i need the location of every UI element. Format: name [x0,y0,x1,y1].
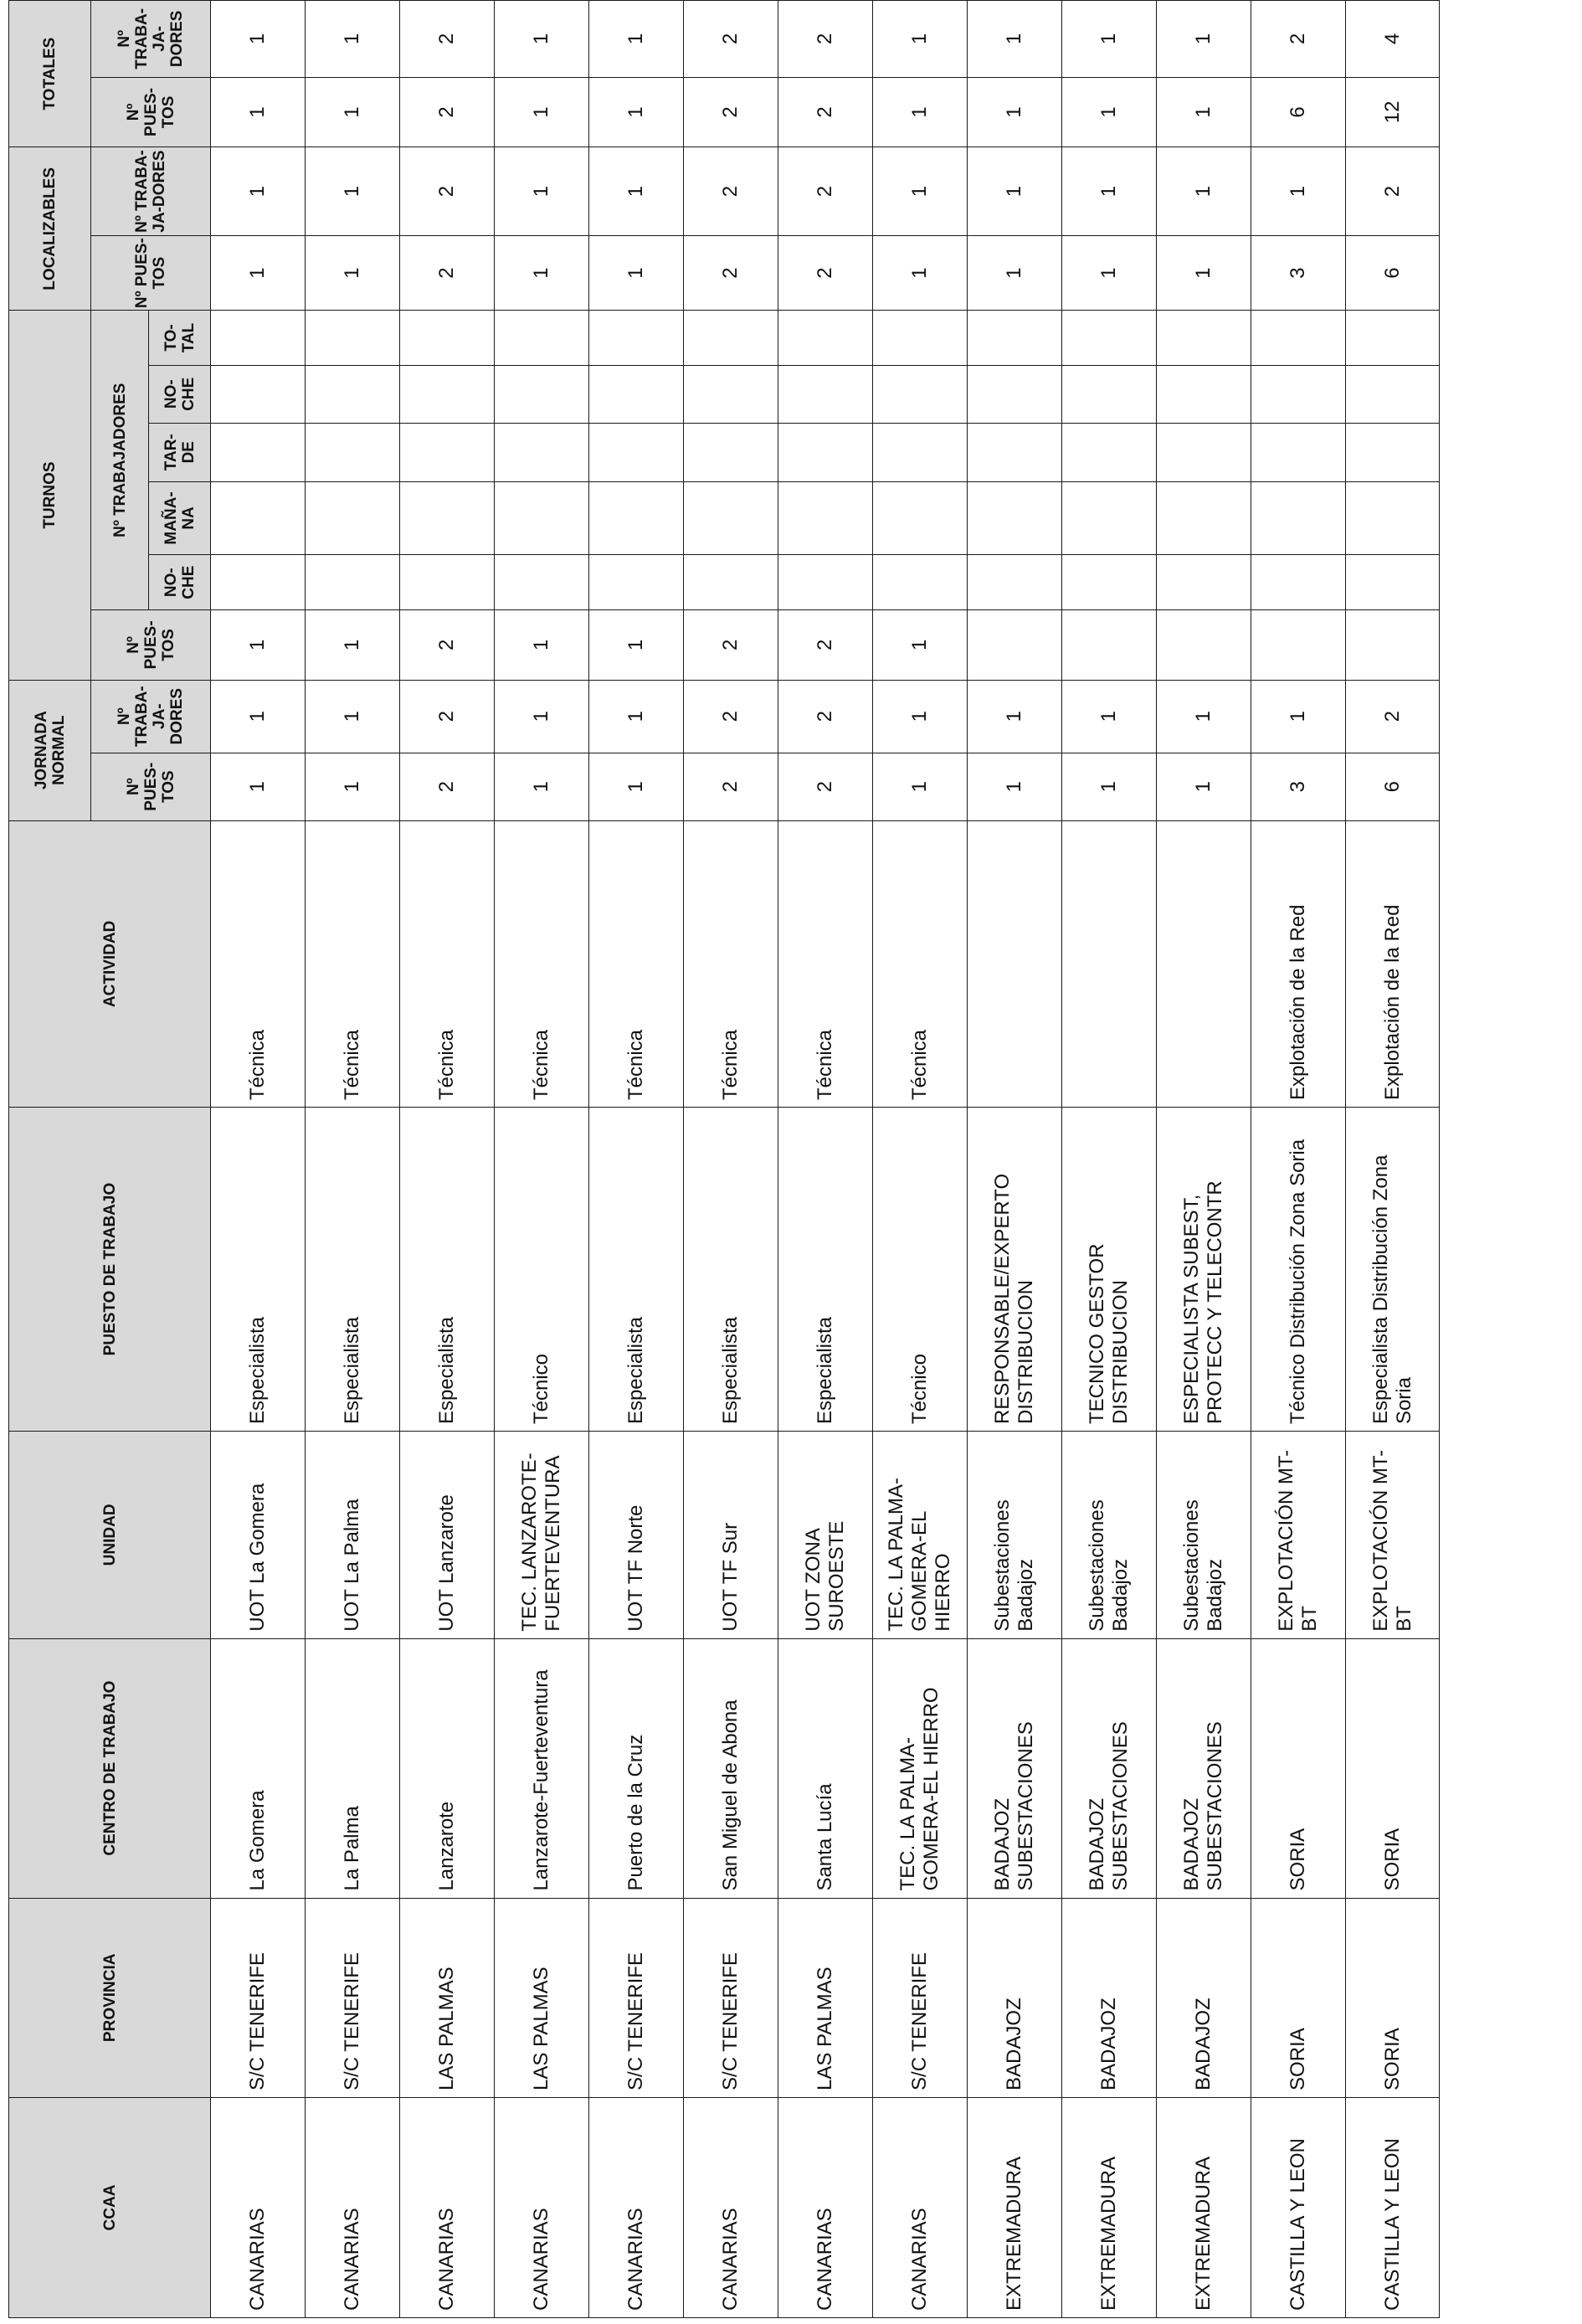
cell-to-puestos: 2 [400,77,495,147]
cell-puesto: RESPONSABLE/EXPERTO DISTRIBUCION [968,1108,1062,1432]
cell-jn-puestos: 1 [1062,753,1157,820]
cell-tu-total [1062,311,1157,365]
cell-tu-total [211,311,306,365]
col-header-tarde: TAR-DE [149,423,211,481]
cell-tu-manana [873,481,968,555]
table-row [211,1,306,2318]
cell-ccaa: CASTILLA Y LEON [1251,2097,1346,2317]
cell-tu-noche-2 [400,365,495,423]
cell-puesto: Especialista [778,1108,873,1432]
group-header-localizables: LOCALIZABLES [9,147,91,311]
cell-tu-puestos: 2 [778,610,873,681]
cell-to-puestos: 1 [1157,77,1251,147]
cell-tu-manana [306,481,400,555]
cell-tu-puestos [1157,610,1251,681]
cell-tu-manana [1346,481,1440,555]
cell-tu-noche-1 [778,555,873,610]
cell-unidad: Subestaciones Badajoz [1062,1432,1157,1639]
cell-provincia: S/C TENERIFE [684,1898,778,2097]
cell-ccaa: EXTREMADURA [1062,2097,1157,2317]
cell-jn-trabajadores: 2 [1346,680,1440,753]
cell-provincia: S/C TENERIFE [211,1898,306,2097]
cell-jn-puestos: 3 [1251,753,1346,820]
cell-tu-noche-2 [968,365,1062,423]
cell-tu-tarde [778,423,873,481]
cell-lo-puestos: 1 [306,235,400,311]
cell-to-trabajadores: 1 [873,1,968,78]
cell-puesto: Técnico [495,1108,589,1432]
cell-centro: BADAJOZ SUBESTACIONES [1157,1638,1251,1898]
cell-to-trabajadores: 1 [968,1,1062,78]
cell-tu-tarde [873,423,968,481]
cell-unidad: Subestaciones Badajoz [968,1432,1062,1639]
cell-unidad: UOT ZONA SUROESTE [778,1432,873,1639]
cell-to-puestos: 1 [1062,77,1157,147]
cell-tu-manana [495,481,589,555]
cell-lo-trabajadores: 1 [1251,147,1346,236]
table-row [400,1,495,2318]
cell-jn-trabajadores: 2 [684,680,778,753]
cell-provincia: S/C TENERIFE [589,1898,684,2097]
cell-to-trabajadores: 1 [495,1,589,78]
cell-to-trabajadores: 2 [1251,1,1346,78]
cell-actividad: Técnica [684,820,778,1107]
cell-to-trabajadores: 2 [684,1,778,78]
cell-provincia: LAS PALMAS [495,1898,589,2097]
cell-tu-tarde [589,423,684,481]
cell-to-puestos: 2 [684,77,778,147]
col-header-total: TO-TAL [149,311,211,365]
table-row [495,1,589,2318]
cell-tu-puestos: 2 [684,610,778,681]
cell-tu-manana [400,481,495,555]
cell-centro: La Palma [306,1638,400,1898]
cell-tu-noche-1 [1251,555,1346,610]
cell-tu-tarde [306,423,400,481]
cell-tu-manana [1251,481,1346,555]
cell-lo-trabajadores: 2 [400,147,495,236]
cell-tu-noche-2 [684,365,778,423]
cell-lo-trabajadores: 1 [1157,147,1251,236]
cell-jn-trabajadores: 1 [589,680,684,753]
cell-lo-puestos: 1 [968,235,1062,311]
cell-lo-puestos: 2 [400,235,495,311]
table-row [968,1,1062,2318]
cell-puesto: Técnico Distribución Zona Soria [1251,1108,1346,1432]
cell-ccaa: CANARIAS [684,2097,778,2317]
cell-tu-total [495,311,589,365]
cell-to-puestos: 6 [1251,77,1346,147]
cell-provincia: BADAJOZ [1157,1898,1251,2097]
cell-provincia: BADAJOZ [968,1898,1062,2097]
cell-tu-manana [968,481,1062,555]
col-header-centro: CENTRO DE TRABAJO [9,1638,211,1898]
cell-provincia: LAS PALMAS [400,1898,495,2097]
cell-to-trabajadores: 1 [211,1,306,78]
cell-jn-trabajadores: 1 [968,680,1062,753]
col-header-actividad: ACTIVIDAD [9,820,211,1107]
cell-actividad: Técnica [495,820,589,1107]
cell-unidad: UOT Lanzarote [400,1432,495,1639]
cell-tu-noche-1 [400,555,495,610]
cell-jn-trabajadores: 2 [778,680,873,753]
cell-to-puestos: 12 [1346,77,1440,147]
cell-to-puestos: 2 [778,77,873,147]
cell-tu-total [400,311,495,365]
cell-tu-noche-1 [211,555,306,610]
table-row [1157,1,1251,2318]
cell-ccaa: CANARIAS [400,2097,495,2317]
table-row [684,1,778,2318]
table-row [1062,1,1157,2318]
cell-tu-puestos [1346,610,1440,681]
cell-tu-puestos: 2 [400,610,495,681]
cell-centro: Lanzarote [400,1638,495,1898]
cell-tu-total [1157,311,1251,365]
cell-actividad [968,820,1062,1107]
cell-unidad: TEC. LA PALMA-GOMERA-EL HIERRO [873,1432,968,1639]
cell-to-puestos: 1 [211,77,306,147]
cell-jn-trabajadores: 1 [873,680,968,753]
col-header-noche-2: NO-CHE [149,365,211,423]
cell-jn-trabajadores: 1 [1062,680,1157,753]
group-header-totales: TOTALES [9,1,91,147]
cell-provincia: BADAJOZ [1062,1898,1157,2097]
cell-provincia: SORIA [1251,1898,1346,2097]
cell-tu-tarde [684,423,778,481]
group-header-turnos: TURNOS [9,311,91,680]
cell-tu-noche-1 [873,555,968,610]
cell-unidad: Subestaciones Badajoz [1157,1432,1251,1639]
cell-tu-noche-2 [873,365,968,423]
col-header-ccaa: CCAA [9,2097,211,2317]
cell-lo-puestos: 3 [1251,235,1346,311]
cell-ccaa: CASTILLA Y LEON [1346,2097,1440,2317]
cell-tu-manana [684,481,778,555]
table-row [778,1,873,2318]
cell-provincia: LAS PALMAS [778,1898,873,2097]
cell-actividad: Técnica [400,820,495,1107]
cell-lo-trabajadores: 2 [778,147,873,236]
cell-to-trabajadores: 1 [1157,1,1251,78]
cell-ccaa: CANARIAS [778,2097,873,2317]
cell-jn-puestos: 1 [211,753,306,820]
cell-ccaa: CANARIAS [873,2097,968,2317]
cell-tu-noche-2 [495,365,589,423]
cell-to-trabajadores: 1 [306,1,400,78]
col-header-provincia: PROVINCIA [9,1898,211,2097]
cell-centro: Lanzarote-Fuerteventura [495,1638,589,1898]
cell-jn-puestos: 1 [1157,753,1251,820]
col-header-lo-trabajadores: Nº TRABA-JA-DORES [91,147,211,236]
cell-tu-total [968,311,1062,365]
cell-lo-puestos: 1 [589,235,684,311]
cell-tu-noche-1 [1062,555,1157,610]
cell-lo-puestos: 2 [778,235,873,311]
cell-lo-puestos: 1 [1157,235,1251,311]
cell-actividad [1062,820,1157,1107]
cell-to-trabajadores: 1 [589,1,684,78]
cell-tu-puestos: 1 [211,610,306,681]
cell-actividad: Explotación de la Red [1251,820,1346,1107]
cell-puesto: Especialista [211,1108,306,1432]
group-header-jornada-normal: JORNADA NORMAL [9,680,91,820]
table-row [873,1,968,2318]
cell-tu-total [684,311,778,365]
col-header-jn-trabajadores: Nº TRABA-JA-DORES [91,680,211,753]
cell-unidad: TEC. LANZAROTE-FUERTEVENTURA [495,1432,589,1639]
cell-ccaa: EXTREMADURA [968,2097,1062,2317]
cell-tu-total [1251,311,1346,365]
cell-ccaa: CANARIAS [211,2097,306,2317]
cell-tu-tarde [1157,423,1251,481]
cell-tu-noche-1 [589,555,684,610]
cell-tu-total [873,311,968,365]
cell-actividad: Técnica [778,820,873,1107]
cell-lo-trabajadores: 1 [968,147,1062,236]
cell-lo-trabajadores: 1 [306,147,400,236]
cell-unidad: EXPLOTACIÓN MT-BT [1251,1432,1346,1639]
table-row [306,1,400,2318]
cell-actividad: Técnica [873,820,968,1107]
col-header-jn-puestos: Nº PUES-TOS [91,753,211,820]
cell-tu-puestos: 1 [495,610,589,681]
cell-puesto: TECNICO GESTOR DISTRIBUCION [1062,1108,1157,1432]
cell-tu-noche-2 [1251,365,1346,423]
cell-jn-puestos: 1 [589,753,684,820]
cell-ccaa: CANARIAS [589,2097,684,2317]
cell-lo-puestos: 6 [1346,235,1440,311]
cell-provincia: S/C TENERIFE [873,1898,968,2097]
cell-jn-puestos: 1 [306,753,400,820]
cell-centro: Puerto de la Cruz [589,1638,684,1898]
staffing-table [8,0,1440,2318]
cell-jn-puestos: 2 [778,753,873,820]
cell-centro: Santa Lucía [778,1638,873,1898]
cell-tu-noche-2 [306,365,400,423]
cell-unidad: UOT TF Norte [589,1432,684,1639]
cell-centro: BADAJOZ SUBESTACIONES [968,1638,1062,1898]
cell-jn-trabajadores: 1 [1251,680,1346,753]
table-row [1346,1,1440,2318]
cell-to-puestos: 1 [873,77,968,147]
cell-to-puestos: 1 [306,77,400,147]
cell-tu-noche-2 [778,365,873,423]
cell-tu-noche-2 [589,365,684,423]
cell-tu-noche-1 [968,555,1062,610]
cell-puesto: Especialista Distribución Zona Soria [1346,1108,1440,1432]
table-row [589,1,684,2318]
cell-tu-noche-1 [495,555,589,610]
cell-puesto: Especialista [306,1108,400,1432]
col-header-tu-puestos: Nº PUES-TOS [91,610,211,681]
cell-tu-noche-1 [306,555,400,610]
col-header-unidad: UNIDAD [9,1432,211,1639]
cell-jn-puestos: 1 [968,753,1062,820]
cell-centro: San Miguel de Abona [684,1638,778,1898]
cell-jn-trabajadores: 2 [400,680,495,753]
cell-lo-puestos: 2 [684,235,778,311]
cell-tu-noche-1 [1346,555,1440,610]
col-header-noche-1: NO-CHE [149,555,211,610]
cell-lo-trabajadores: 1 [873,147,968,236]
cell-centro: La Gomera [211,1638,306,1898]
cell-tu-noche-2 [1346,365,1440,423]
cell-actividad: Explotación de la Red [1346,820,1440,1107]
cell-jn-trabajadores: 1 [211,680,306,753]
cell-ccaa: CANARIAS [495,2097,589,2317]
cell-tu-tarde [1251,423,1346,481]
cell-puesto: Especialista [684,1108,778,1432]
cell-jn-puestos: 6 [1346,753,1440,820]
cell-lo-trabajadores: 2 [1346,147,1440,236]
cell-lo-puestos: 1 [495,235,589,311]
cell-puesto: Especialista [400,1108,495,1432]
cell-tu-tarde [1346,423,1440,481]
cell-centro: TEC. LA PALMA-GOMERA-EL HIERRO [873,1638,968,1898]
cell-tu-total [589,311,684,365]
cell-tu-manana [589,481,684,555]
cell-lo-trabajadores: 1 [589,147,684,236]
cell-lo-puestos: 1 [873,235,968,311]
cell-to-puestos: 1 [495,77,589,147]
cell-unidad: UOT TF Sur [684,1432,778,1639]
table-body [211,1,1440,2318]
header-row-1 [9,1,91,2318]
cell-ccaa: EXTREMADURA [1157,2097,1251,2317]
cell-centro: BADAJOZ SUBESTACIONES [1062,1638,1157,1898]
cell-tu-puestos: 1 [873,610,968,681]
cell-tu-manana [778,481,873,555]
cell-tu-puestos: 1 [589,610,684,681]
cell-to-trabajadores: 1 [1062,1,1157,78]
cell-tu-tarde [400,423,495,481]
cell-lo-trabajadores: 2 [684,147,778,236]
col-header-lo-puestos: Nº PUES-TOS [91,235,211,311]
cell-tu-noche-1 [1157,555,1251,610]
cell-lo-trabajadores: 1 [1062,147,1157,236]
cell-tu-manana [211,481,306,555]
cell-tu-tarde [1062,423,1157,481]
cell-actividad: Técnica [211,820,306,1107]
cell-jn-puestos: 2 [400,753,495,820]
cell-lo-trabajadores: 1 [211,147,306,236]
cell-unidad: UOT La Gomera [211,1432,306,1639]
cell-puesto: Técnico [873,1108,968,1432]
cell-jn-trabajadores: 1 [1157,680,1251,753]
cell-puesto: Especialista [589,1108,684,1432]
cell-tu-total [1346,311,1440,365]
cell-tu-tarde [211,423,306,481]
col-header-manana: MAÑA-NA [149,481,211,555]
col-header-to-trabajadores: Nº TRABA-JA-DORES [91,1,211,78]
cell-centro: SORIA [1251,1638,1346,1898]
cell-provincia: SORIA [1346,1898,1440,2097]
cell-jn-puestos: 2 [684,753,778,820]
cell-provincia: S/C TENERIFE [306,1898,400,2097]
cell-puesto: ESPECIALISTA SUBEST, PROTECC Y TELECONTR [1157,1108,1251,1432]
cell-to-puestos: 1 [589,77,684,147]
cell-actividad: Técnica [306,820,400,1107]
cell-tu-manana [1062,481,1157,555]
cell-unidad: UOT La Palma [306,1432,400,1639]
cell-lo-trabajadores: 1 [495,147,589,236]
cell-to-trabajadores: 4 [1346,1,1440,78]
group-header-n-trabajadores: Nº TRABAJADORES [91,311,149,610]
cell-tu-puestos: 1 [306,610,400,681]
cell-jn-trabajadores: 1 [495,680,589,753]
cell-to-trabajadores: 2 [778,1,873,78]
cell-lo-puestos: 1 [211,235,306,311]
cell-ccaa: CANARIAS [306,2097,400,2317]
cell-actividad: Técnica [589,820,684,1107]
cell-tu-puestos [968,610,1062,681]
cell-tu-noche-2 [211,365,306,423]
cell-tu-tarde [495,423,589,481]
cell-tu-manana [1157,481,1251,555]
cell-tu-total [306,311,400,365]
cell-tu-noche-2 [1157,365,1251,423]
cell-tu-noche-2 [1062,365,1157,423]
cell-unidad: EXPLOTACIÓN MT-BT [1346,1432,1440,1639]
cell-tu-puestos [1251,610,1346,681]
cell-jn-trabajadores: 1 [306,680,400,753]
cell-jn-puestos: 1 [873,753,968,820]
col-header-puesto: PUESTO DE TRABAJO [9,1108,211,1432]
cell-centro: SORIA [1346,1638,1440,1898]
cell-actividad [1157,820,1251,1107]
cell-to-trabajadores: 2 [400,1,495,78]
cell-lo-puestos: 1 [1062,235,1157,311]
col-header-to-puestos: Nº PUES-TOS [91,77,211,147]
cell-tu-total [778,311,873,365]
table-row [1251,1,1346,2318]
cell-jn-puestos: 1 [495,753,589,820]
cell-tu-puestos [1062,610,1157,681]
cell-tu-tarde [968,423,1062,481]
cell-to-puestos: 1 [968,77,1062,147]
cell-tu-noche-1 [684,555,778,610]
